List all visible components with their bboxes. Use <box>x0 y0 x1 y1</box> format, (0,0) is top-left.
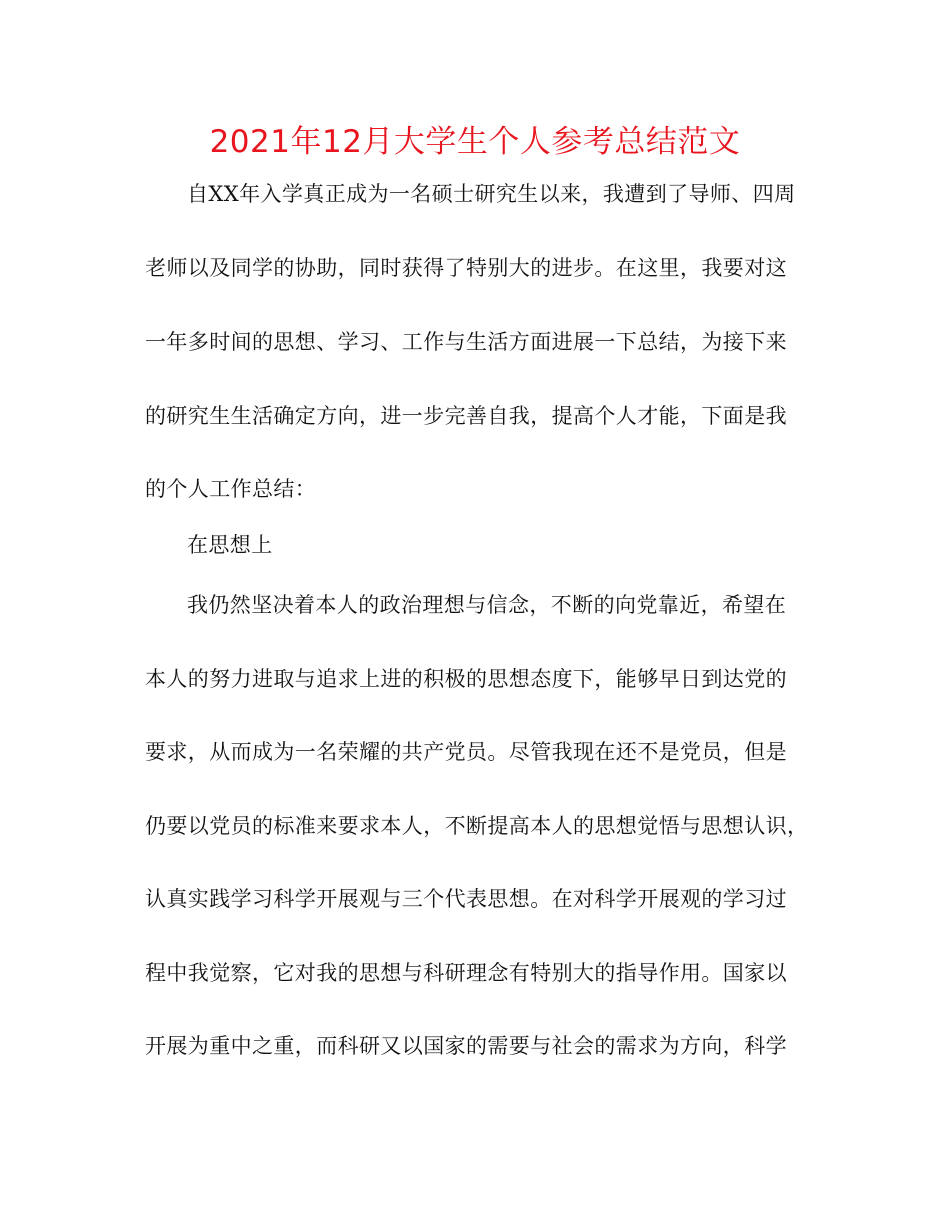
paragraph-line: 我仍然坚决着本人的政治理想与信念，不断的向党靠近，希望在 <box>187 593 787 617</box>
paragraph-line: 要求，从而成为一名荣耀的共产党员。尽管我现在还不是党员，但是 <box>145 740 787 764</box>
paragraph-line: 的研究生生活确定方向，进一步完善自我，提高个人才能，下面是我 <box>145 404 787 428</box>
paragraph-line: 程中我觉察，它对我的思想与科研理念有特别大的指导作用。国家以 <box>145 961 787 985</box>
paragraph-line: 的个人工作总结： <box>145 477 317 501</box>
paragraph-line: 老师以及同学的协助，同时获得了特别大的进步。在这里，我要对这 <box>145 256 787 280</box>
section-heading: 在思想上 <box>187 533 273 557</box>
paragraph-line: 本人的努力进取与追求上进的积极的思想态度下，能够早日到达党的 <box>145 667 787 691</box>
paragraph-line: 认真实践学习科学开展观与三个代表思想。在对科学开展观的学习过 <box>145 887 787 911</box>
paragraph-line: 开展为重中之重，而科研又以国家的需要与社会的需求为方向，科学 <box>145 1034 787 1058</box>
paragraph-line: 仍要以党员的标准来要求本人，不断提高本人的思想觉悟与思想认识， <box>145 814 809 838</box>
paragraph-line: 自XX年入学真正成为一名硕士研究生以来，我遭到了导师、四周 <box>187 182 796 206</box>
document-title: 2021年12月大学生个人参考总结范文 <box>209 124 741 160</box>
paragraph-line: 一年多时间的思想、学习、工作与生活方面进展一下总结，为接下来 <box>145 330 787 354</box>
